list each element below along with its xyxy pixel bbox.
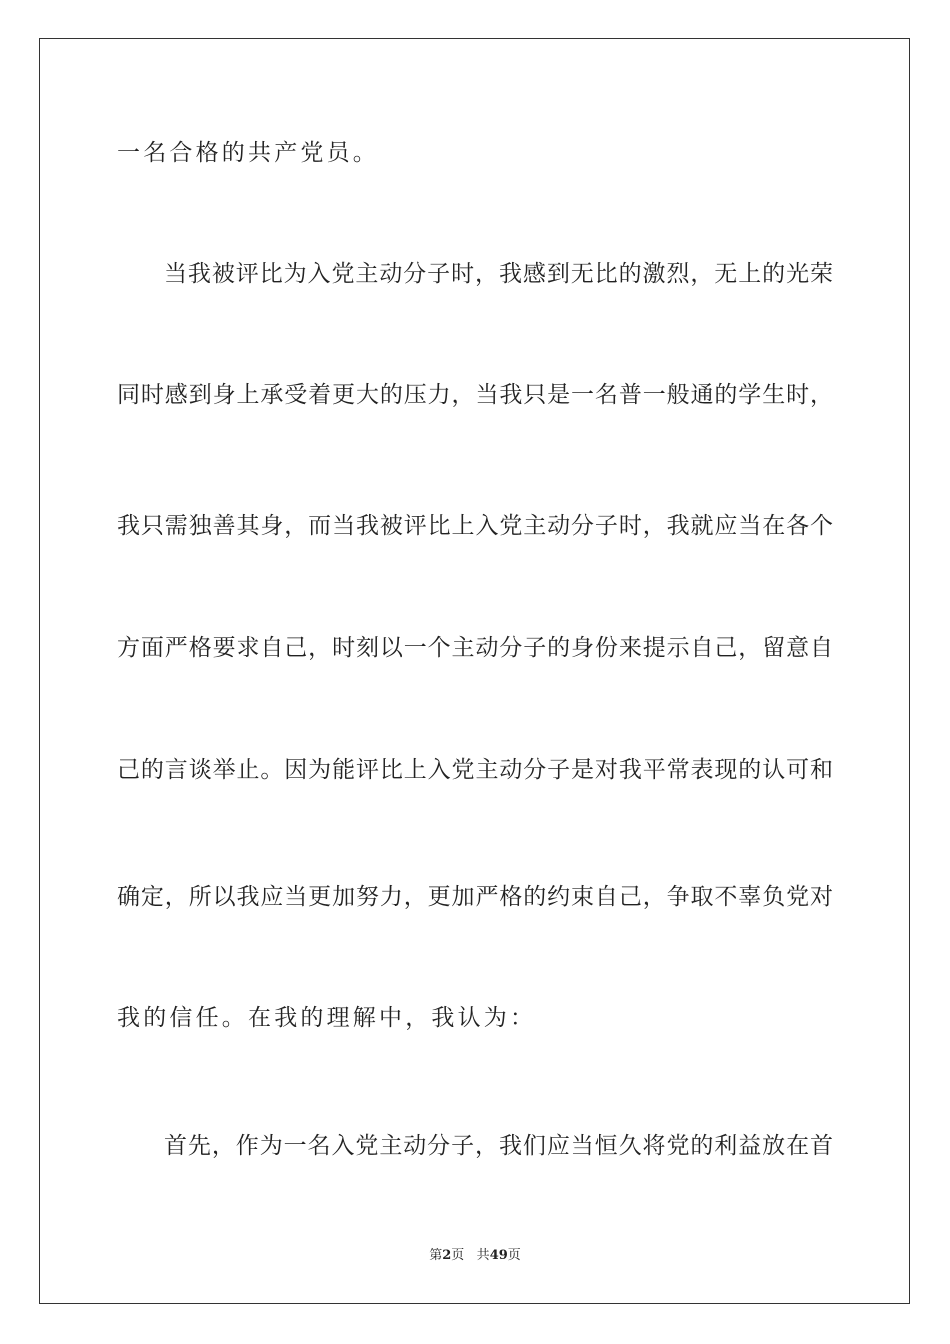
paragraph-line-2: 当我被评比为入党主动分子时，我感到无比的激烈，无上的光荣 [164, 261, 833, 287]
page-footer [0, 1247, 950, 1265]
total-suffix: 页 [507, 1248, 521, 1263]
paragraph-line-9: 首先，作为一名入党主动分子，我们应当恒久将党的利益放在首 [164, 1133, 833, 1159]
paragraph-line-1: 一名合格的共产党员。 [117, 140, 379, 166]
total-pages: 49 [489, 1248, 508, 1263]
paragraph-line-8: 我的信任。在我的理解中，我认为： [117, 1005, 537, 1031]
paragraph-line-6: 己的言谈举止。因为能评比上入党主动分子是对我平常表现的认可和 [117, 757, 833, 783]
page-border [39, 38, 910, 1304]
total-prefix: 共 [476, 1248, 490, 1263]
paragraph-line-3: 同时感到身上承受着更大的压力，当我只是一名普一般通的学生时， [117, 382, 833, 408]
page-suffix: 页 [451, 1248, 465, 1263]
page-prefix: 第 [429, 1248, 443, 1263]
paragraph-line-5: 方面严格要求自己，时刻以一个主动分子的身份来提示自己，留意自 [117, 635, 833, 661]
page-number: 2 [442, 1248, 452, 1263]
paragraph-line-7: 确定，所以我应当更加努力，更加严格的约束自己，争取不辜负党对 [117, 884, 833, 910]
paragraph-line-4: 我只需独善其身，而当我被评比上入党主动分子时，我就应当在各个 [117, 513, 833, 539]
